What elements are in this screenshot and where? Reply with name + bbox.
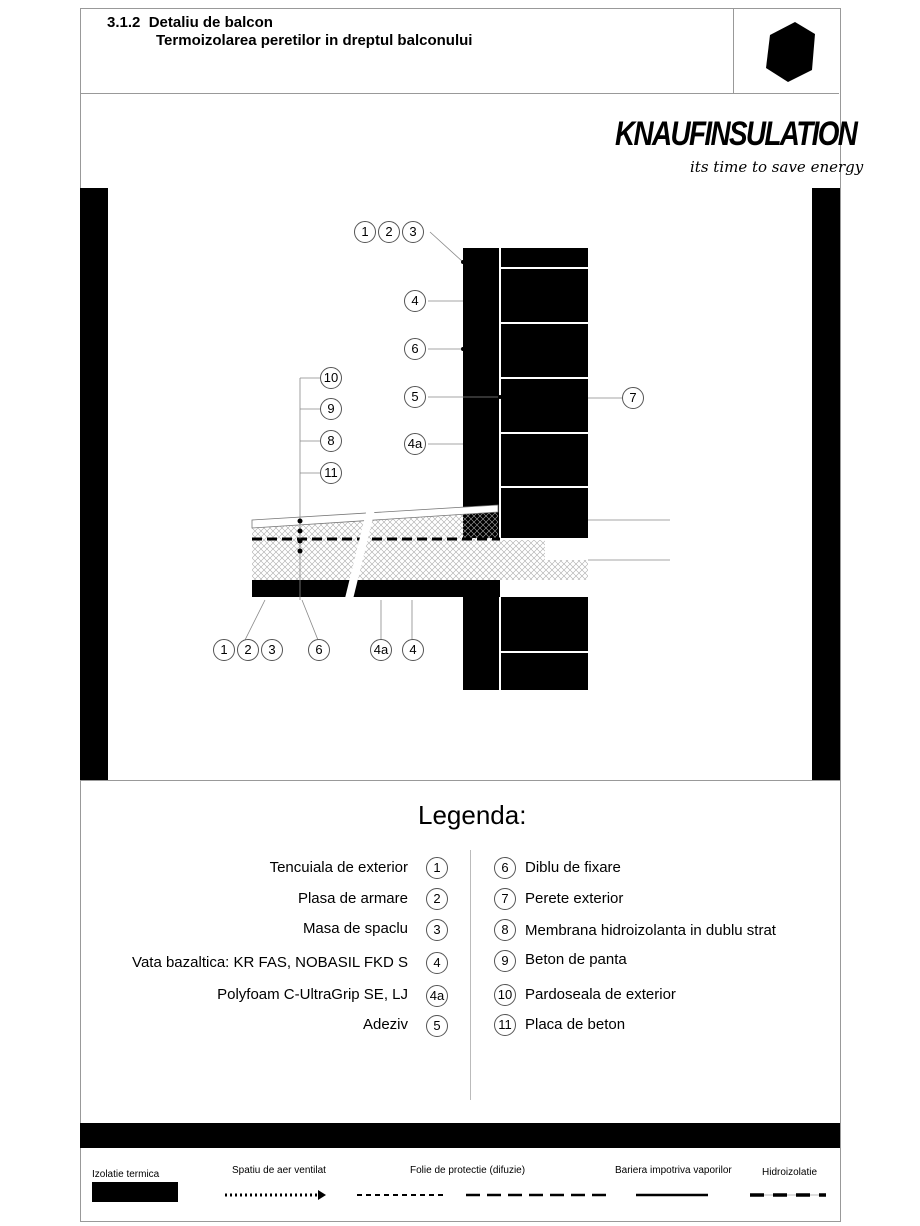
callout-7: 7 [622,387,644,409]
callout-3-bottom: 3 [261,639,283,661]
legend-num: 6 [494,857,516,879]
legend-label: Perete exterior [525,890,624,907]
arrow-right-icon [318,1190,326,1200]
legend-label: Adeziv [362,1016,408,1033]
line-legend-label: Hidroizolatie [762,1167,818,1178]
legend-label: Pardoseala de exterior [525,986,676,1003]
section-title: 3.1.2 Detaliu de balcon [107,14,273,31]
callout-6: 6 [404,338,426,360]
concrete-slab [252,540,588,580]
callout-11: 11 [320,462,342,484]
line-legend-label: Izolatie termica [92,1169,160,1180]
brick-wall-lower [500,597,588,690]
divider [80,780,840,781]
legend-label: Polyfoam C-UltraGrip SE, LJ [217,986,408,1003]
callout-5: 5 [404,386,426,408]
legend-label: Placa de beton [525,1016,626,1033]
callout-4: 4 [404,290,426,312]
legend-label: Masa de spaclu [302,920,408,937]
legend-num: 1 [426,857,448,879]
callout-4-bottom: 4 [402,639,424,661]
callout-1-bottom: 1 [213,639,235,661]
line-legend-label: Folie de protectie (difuzie) [410,1165,526,1176]
line-type-samples [0,1185,920,1205]
legend-title: Legenda: [418,800,527,830]
legend-num: 10 [494,984,516,1006]
legend-label: Vata bazaltica: KR FAS, NOBASIL FKD S [132,954,408,971]
legend-num: 4a [426,985,448,1007]
legend-num: 9 [494,950,516,972]
brand-slogan: its time to save energy [690,158,864,176]
wall-insulation-upper [463,248,500,538]
line-legend-label: Spatiu de aer ventilat [232,1165,326,1176]
legend-label: Beton de panta [525,951,627,968]
legend-num: 7 [494,888,516,910]
legend-label: Plasa de armare [297,890,408,907]
interior-floor [545,540,670,560]
legend-num: 2 [426,888,448,910]
line-legend-label: Bariera impotriva vaporilor [615,1165,732,1176]
legend-num: 5 [426,1015,448,1037]
callout-1: 1 [354,221,376,243]
legend-label: Membrana hidroizolanta in dublu strat [525,922,776,939]
brick-wall-upper [500,248,588,538]
legend-label: Diblu de fixare [525,859,621,876]
callout-9: 9 [320,398,342,420]
callout-4a-bottom: 4a [370,639,392,661]
legend-num: 4 [426,952,448,974]
brand-logo: KNAUFINSULATION [615,115,857,153]
legend-label: Tencuiala de exterior [269,859,408,876]
callout-2: 2 [378,221,400,243]
legend-divider [470,850,471,1100]
callout-2-bottom: 2 [237,639,259,661]
legend-num: 11 [494,1014,516,1036]
legend-num: 8 [494,919,516,941]
slab-insulation-underside [252,580,500,597]
callout-10: 10 [320,367,342,389]
callout-4a: 4a [404,433,426,455]
callout-8: 8 [320,430,342,452]
footer-bar [80,1123,840,1148]
callout-3: 3 [402,221,424,243]
legend-num: 3 [426,919,448,941]
wall-insulation-lower [463,597,500,690]
callout-6-bottom: 6 [308,639,330,661]
section-subtitle: Termoizolarea peretilor in dreptul balconului [156,32,473,49]
